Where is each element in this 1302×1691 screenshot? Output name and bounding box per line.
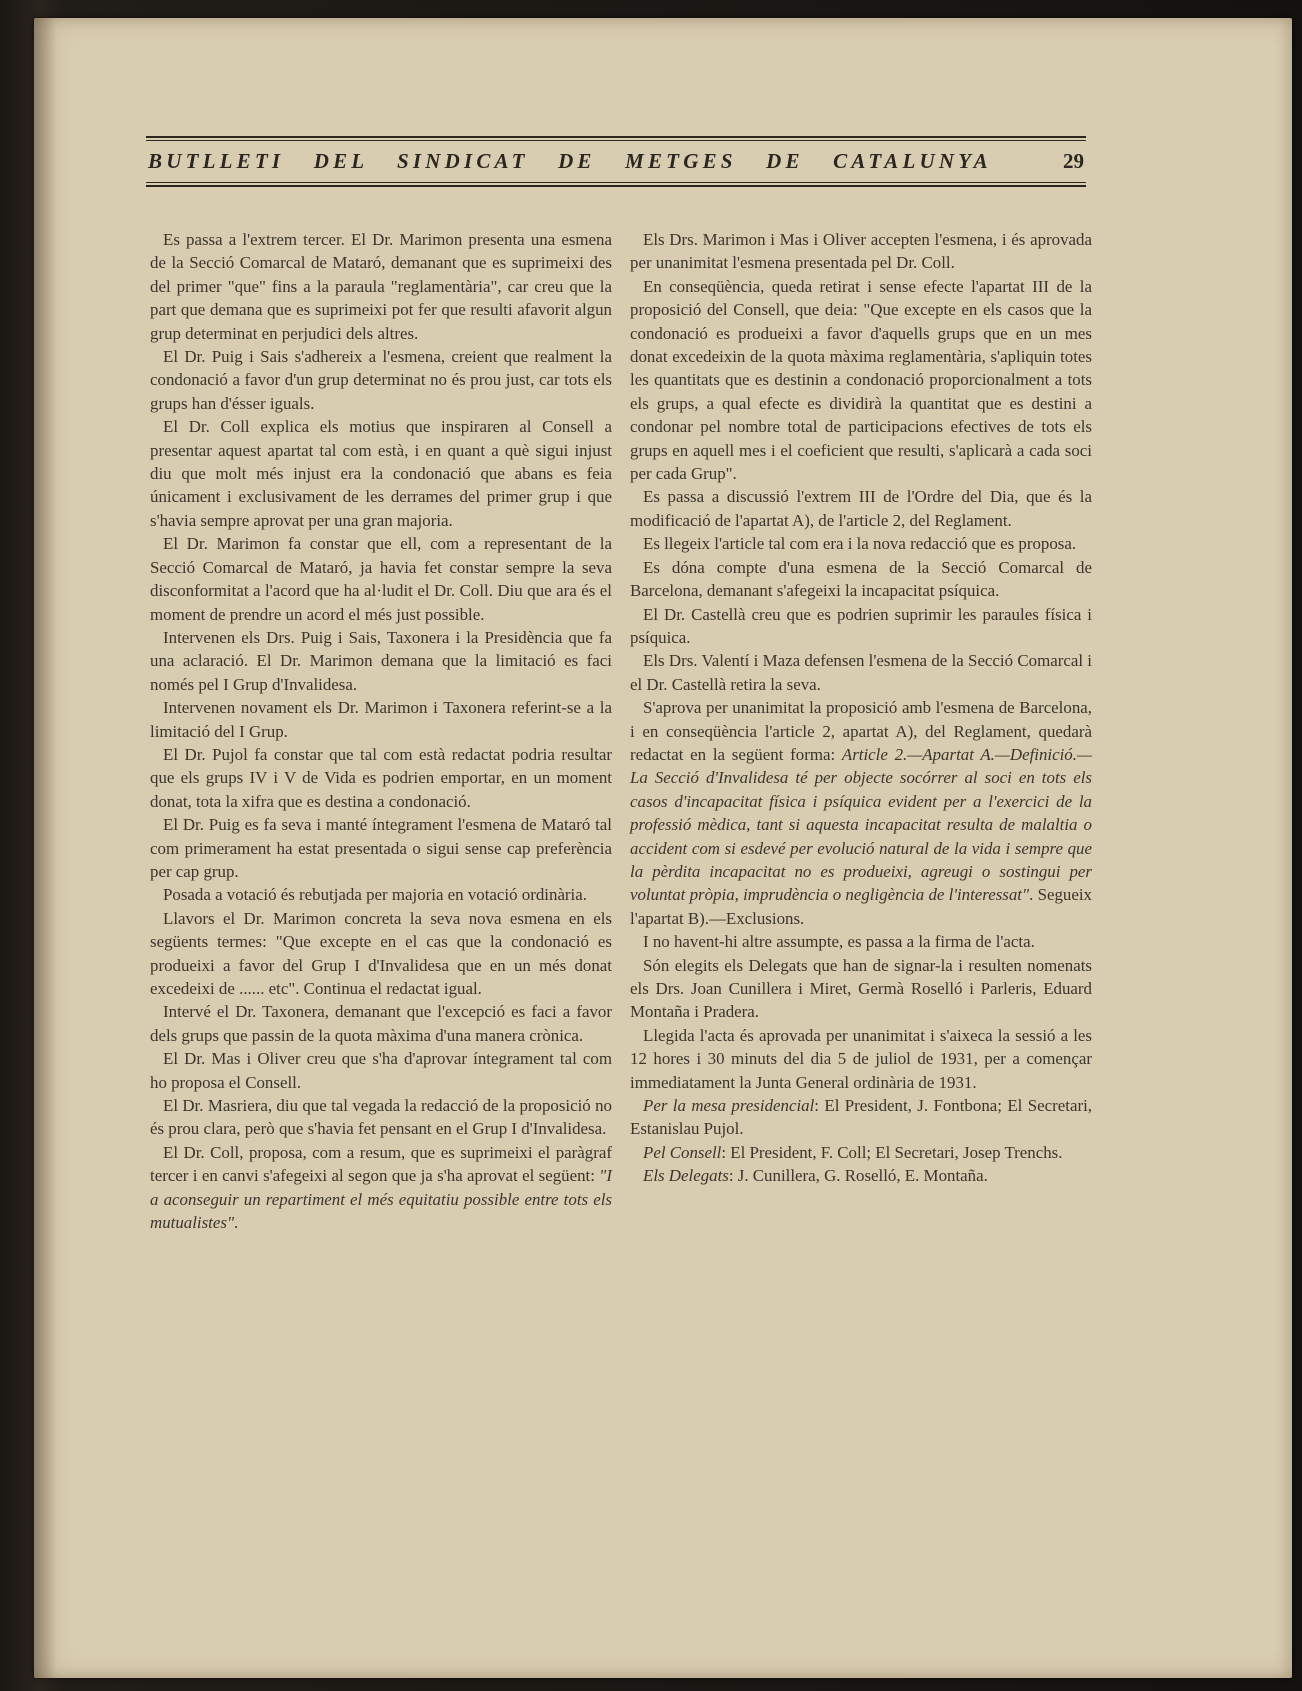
paragraph: El Dr. Pujol fa constar que tal com està redactat podria resultar que els grups IV i V de Vida es podrien emportar, en un moment donat, tota la xifra que es destina a condonació. <box>150 744 612 811</box>
paragraph: El Dr. Puig es fa seva i manté íntegrament l'esmena de Mataró tal com primerament ha estat presentada o sigui sense cap preferència per cap grup. <box>150 815 612 881</box>
paragraph: El Dr. Mas i Oliver creu que s'ha d'aprovar íntegrament tal com ho proposa el Consell. <box>150 1049 612 1092</box>
paragraph: El Dr. Coll explica els motius que inspiraren al Consell a presentar aquest apartat tal com està, i en quant a què sigui injust diu que molt més injust era la condonació que abans es feia únicament i exclusivament de les derrames del primer grup i que s'havia sempre aprovat per una gran majoria. <box>150 417 612 530</box>
paragraph-text: S'aprova per unanimitat la proposició amb l'esmena de Barcelona, i en conseqüència l'article 2, apartat A), del Reglament, quedarà redactat en la següent forma: <box>630 698 1092 764</box>
italic-quote: "I a aconseguir un repartiment el més equitatiu possible entre tots els mutualistes" <box>150 1166 612 1233</box>
signature-label: Pel Consell <box>643 1142 722 1162</box>
paragraph: Es dóna compte d'una esmena de la Secció Comarcal de Barcelona, demanant s'afegeixi la incapacitat psíquica. <box>630 557 1092 601</box>
paragraph: Els Drs. Valentí i Maza defensen l'esmena de la Secció Comarcal i el Dr. Castellà retira la seva. <box>630 651 1092 694</box>
paragraph: Posada a votació és rebutjada per majoria en votació ordinària. <box>163 885 587 905</box>
left-column <box>150 228 612 1234</box>
paragraph: Els Drs. Marimon i Mas i Oliver accepten l'esmena, i és aprovada per unanimitat l'esmena presentada pel Dr. Coll. <box>630 230 1092 273</box>
page-number: 29 <box>1063 149 1084 173</box>
signature-names: : El President, J. Fontbona; El Secretari, Estanislau Pujol. <box>630 1096 1092 1139</box>
signature-label: Els Delegats <box>643 1166 729 1186</box>
paragraph: En conseqüència, queda retirat i sense efecte l'apartat III de la proposició del Consell, que deia: "Que excepte en els casos que la condonació es produeixi a favor d'aquells grups que en un mes donat excedeixin de la quota màxima reglamentària, s'apliquin totes les quantitats que es destinin a condonació proporcionalment a tots els grups, a qual efecte es dividirà la quantitat que es destini a condonar pel nombre total de participacions efectives de tots els grups en aquell mes i el coeficient que resulti, s'aplicarà a cada soci per cada Grup". <box>630 276 1092 484</box>
header-title-row <box>146 141 1086 180</box>
paragraph: I no havent-hi altre assumpte, es passa a la firma de l'acta. <box>643 932 1035 952</box>
paragraph: Llegida l'acta és aprovada per unanimitat i s'aixeca la sessió a les 12 hores i 30 minuts del dia 5 de juliol de 1931, per a començar immediatament la Junta General ordinària de 1931. <box>630 1025 1092 1092</box>
right-column <box>630 228 1092 1188</box>
running-header <box>146 136 1086 187</box>
paragraph: El Dr. Masriera, diu que tal vegada la redacció de la proposició no és prou clara, però que s'havia fet pensant en el Grup I d'Invalidesa. <box>150 1096 612 1139</box>
paragraph: Intervé el Dr. Taxonera, demanant que l'excepció es faci a favor dels grups que passin de la quota màxima d'una manera crònica. <box>150 1002 612 1045</box>
header-bottom-rule <box>146 185 1086 187</box>
header-top-rule <box>146 136 1086 138</box>
paragraph: El Dr. Marimon fa constar que ell, com a representant de la Secció Comarcal de Mataró, ja havia fet constar sempre la seva disconformitat a l'acord que ha al·ludit el Dr. Coll. Diu que ara és el moment de prendre un acord el més just possible. <box>150 534 612 624</box>
signature-names: : J. Cunillera, G. Roselló, E. Montaña. <box>728 1166 988 1186</box>
header-bottom-rule-thin <box>146 182 1086 183</box>
paragraph-text: . <box>234 1213 239 1233</box>
signature-names: : El President, F. Coll; El Secretari, Josep Trenchs. <box>721 1142 1063 1162</box>
signature-line <box>630 1094 1092 1141</box>
paragraph-text: . Segueix l'apartat B).—Exclusions. <box>630 885 1092 928</box>
paragraph: El Dr. Puig i Sais s'adhereix a l'esmena, creient que realment la condonació a favor d'un grup determinat no és prou just, car tots els grups han d'ésser iguals. <box>150 347 612 413</box>
article-text: Article 2.—Apartat A.—Definició.—La Secció d'Invalidesa té per objecte socórrer al soci en tots els casos d'incapacitat física i psíquica evident per a l'exercici de la professió mèdica, tant si aquesta incapacitat resulta de malaltia o accident com si esdevé per evolució natural de la vida i sempre que la pèrdita incapacitat no es produeixi, agreugi o sostingui per voluntat pròpia, imprudència o negligència de l'interessat" <box>630 744 1092 905</box>
signature-label: Per la mesa presidencial <box>643 1096 815 1116</box>
paragraph-text: El Dr. Coll, proposa, com a resum, que es suprimeixi el paràgraf tercer i en canvi s'afegeixi al segon que ja s'ha aprovat el següent: <box>150 1142 612 1186</box>
paragraph: Es llegeix l'article tal com era i la nova redacció que es proposa. <box>643 534 1077 554</box>
paragraph: Intervenen els Drs. Puig i Sais, Taxonera i la Presidència que fa una aclaració. El Dr. Marimon demana que la limitació es faci només pel I Grup d'Invalidesa. <box>150 627 612 694</box>
paragraph: Llavors el Dr. Marimon concreta la seva nova esmena en els següents termes: "Que excepte en el cas que la condonació es produeixi a favor del Grup I d'Invalidesa que en un més donat excedeixi de ...... etc". Continua el redactat igual. <box>150 908 612 998</box>
signature-line <box>630 1164 1092 1187</box>
paragraph: Són elegits els Delegats que han de signar-la i resulten nomenats els Drs. Joan Cunillera i Miret, Germà Roselló i Parleris, Eduard Montaña i Pradera. <box>630 955 1092 1022</box>
paragraph-with-article <box>630 696 1092 930</box>
signature-line <box>630 1141 1092 1164</box>
paragraph: Intervenen novament els Dr. Marimon i Taxonera referint-se a la limitació del I Grup. <box>150 698 612 741</box>
paragraph: Es passa a l'extrem tercer. El Dr. Marimon presenta una esmena de la Secció Comarcal de Mataró, demanant que es suprimeixi des del primer "que" fins a la paraula "reglamentària", car creu que la part que demana que es suprimeixi pot fer que resulti afavorit algun grup determinat en perjudici dels altres. <box>150 230 612 343</box>
page-spine-shadow <box>34 18 56 1678</box>
paragraph: Es passa a discussió l'extrem III de l'Ordre del Dia, que és la modificació de l'apartat A), de l'article 2, del Reglament. <box>630 487 1092 530</box>
paragraph: El Dr. Castellà creu que es podrien suprimir les paraules física i psíquica. <box>630 604 1092 647</box>
journal-title: BUTLLETI DEL SINDICAT DE METGES DE CATALUNYA <box>148 149 992 173</box>
paragraph-with-quote <box>150 1141 612 1235</box>
